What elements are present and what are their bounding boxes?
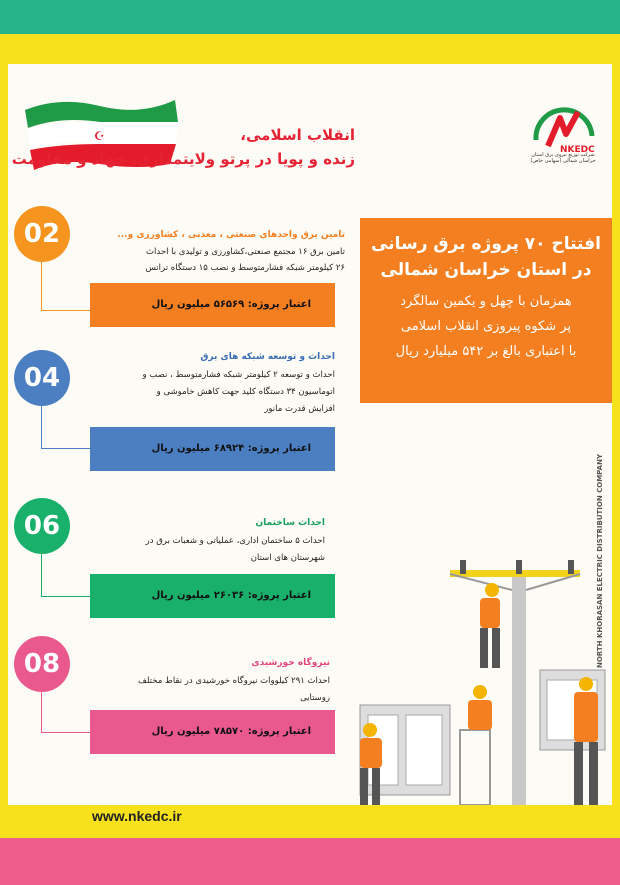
logo-brand-text: NKEDC	[560, 145, 595, 155]
item-number-circle: 04	[14, 350, 70, 406]
headline-title-2: در استان خراسان شمالی	[380, 260, 592, 280]
headline-slogan	[12, 126, 355, 168]
connector-line	[41, 596, 91, 597]
item-desc-line: افزایش قدرت مانور	[264, 404, 335, 414]
connector-line	[41, 554, 42, 596]
top-green-band	[0, 0, 620, 34]
item-budget-bar: اعتبار پروژه: ۶۸۹۲۴ میلیون ریال	[90, 427, 335, 471]
svg-text:NORTH KHORASAN ELECTRIC DISTRI: NORTH KHORASAN ELECTRIC DISTRIBUTION COMPANY	[596, 453, 604, 668]
top-yellow-band	[0, 34, 620, 64]
website-url[interactable]: www.nkedc.ir	[92, 808, 182, 824]
connector-line	[41, 406, 42, 448]
item-desc-line: شهرستان های استان	[250, 553, 325, 563]
connector-line	[41, 732, 91, 733]
item-title: احداث ساختمان	[255, 518, 325, 528]
item-desc-line: احداث ۵ ساختمان اداری، عملیاتی و شعبات برق در	[145, 536, 325, 546]
item-title: تامین برق واحدهای صنعتی ، معدنی ، کشاورزی و...	[117, 230, 345, 240]
connector-line	[41, 448, 91, 449]
item-desc-line: ۲۶ کیلومتر شبکه فشارمتوسط و نصب ۱۵ دستگاه ترانس	[145, 263, 345, 273]
connector-line	[41, 310, 91, 311]
item-number-circle: 02	[14, 206, 70, 262]
bottom-pink-band	[0, 838, 620, 885]
item-title: نیروگاه خورشیدی	[251, 658, 330, 668]
headline-box	[360, 218, 612, 403]
item-desc-line: اتوماسیون ۳۴ دستگاه کلید جهت کاهش خاموشی و	[156, 387, 335, 397]
left-border	[0, 64, 8, 805]
logo-caption: شرکت توزیع نیروی برق استان خراسان شمالی (سهامی خاص)	[530, 152, 596, 164]
slogan-line-1: انقلاب اسلامی،	[240, 126, 355, 144]
item-budget-bar: اعتبار پروژه: ۵۶۵۶۹ میلیون ریال	[90, 283, 335, 327]
item-desc-line: احداث ۲۹۱ کیلووات نیروگاه خورشیدی در نقاط مختلف	[138, 676, 330, 686]
connector-line	[41, 262, 42, 310]
item-desc-line: روستایی	[300, 693, 330, 703]
headline-title-1: افتتاح ۷۰ پروژه برق رسانی	[371, 234, 601, 254]
headline-line-3: همزمان با چهل و یکمین سالگرد	[400, 294, 572, 309]
headline-line-5: با اعتباری بالغ بر ۵۴۲ میلیارد ریال	[395, 344, 577, 359]
slogan-line-2: زنده و پویا در پرتو ولایتمداری، جهاد و مقاومت	[11, 150, 355, 168]
item-budget-bar: اعتبار پروژه: ۲۶۰۳۶ میلیون ریال	[90, 574, 335, 618]
item-title: احداث و توسعه شبکه های برق	[200, 352, 335, 362]
headline-line-4: پر شکوه پیروزی انقلاب اسلامی	[400, 319, 572, 334]
item-budget-bar: اعتبار پروژه: ۷۸۵۷۰ میلیون ریال	[90, 710, 335, 754]
item-desc-line: تامین برق ۱۶ مجتمع صنعتی،کشاورزی و تولیدی با احداث	[146, 247, 345, 257]
electric-workers-illustration-icon	[340, 560, 615, 805]
item-desc-line: احداث و توسعه ۲ کیلومتر شبکه فشارمتوسط ، نصب و	[142, 370, 335, 380]
item-number-circle: 06	[14, 498, 70, 554]
svg-text:☪: ☪	[94, 129, 105, 143]
connector-line	[41, 692, 42, 732]
nkedc-logo-icon	[526, 100, 601, 160]
item-number-circle: 08	[14, 636, 70, 692]
